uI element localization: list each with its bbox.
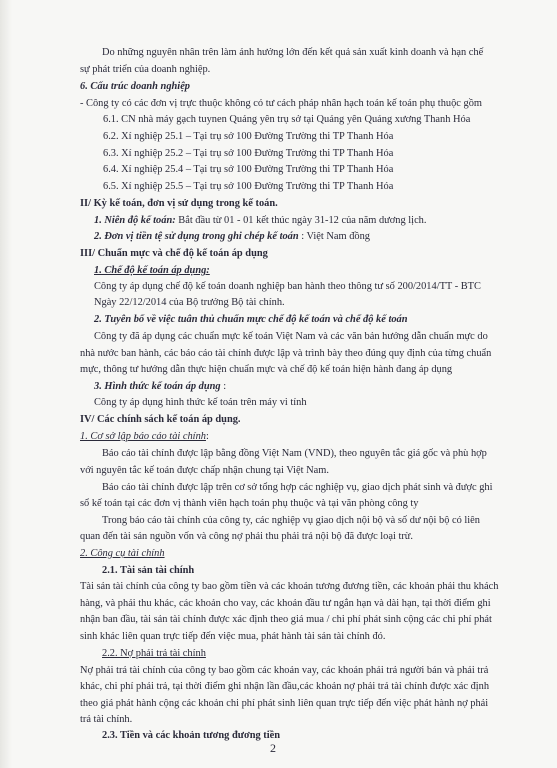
text-line: nhà nước ban hành, các báo cáo tài chính được lập và trình bày theo đúng quy định của từng chuẩn xyxy=(80,348,492,359)
text-line: Nợ phải trả tài chính của công ty bao gồm các khoản vay, các khoản phải trả người bán và phải trả xyxy=(80,665,489,676)
list-item: 6.4. Xí nghiệp 25.4 – Tại trụ sở 100 Đường Trường thi TP Thanh Hóa xyxy=(103,164,394,175)
text-line: Tài sản tài chính của công ty bao gồm tiền và các khoản tương đương tiền, các khoản phải thu khách xyxy=(80,581,499,592)
heading-text: 2.2. Nợ phải trả tài chính xyxy=(102,648,206,659)
list-item: 6.5. Xí nghiệp 25.5 – Tại trụ sở 100 Đường Trường thi TP Thanh Hóa xyxy=(103,181,394,192)
text-line: Trong báo cáo tài chính của công ty, các nghiệp vụ giao dịch nội bộ và số dư nội bộ có liên xyxy=(102,515,480,526)
label: 1. Niên độ kế toán: xyxy=(94,215,176,226)
text-line: Công ty đã áp dụng các chuẩn mực kế toán Việt Nam và các văn bản hướng dẫn chuẩn mực do xyxy=(94,331,488,342)
text-line: sinh khác liên quan trực tiếp đến việc mua, phát hành tài sản tài chính đó. xyxy=(80,631,386,642)
list-item: 6.1. CN nhà máy gạch tuynen Quảng yên trụ sở tại Quảng yên Quảng xương Thanh Hóa xyxy=(103,114,471,125)
subsection-heading: 1. Chế độ kế toán áp dụng: xyxy=(94,265,210,276)
text-line: nhận ban đầu, tài sản tài chính được xác định theo giá mua / chi phí phát sinh cộng các chi phí phát xyxy=(80,614,492,625)
text-line: mực, thông tư hướng dẫn thực hiện chuẩn mực và chế độ kế toán hiện hành đang áp dụng xyxy=(80,364,453,375)
value: : xyxy=(220,381,227,392)
subsection-heading: 2. Tuyên bố về việc tuân thủ chuẩn mực chế độ kế toán và chế độ kế toán xyxy=(94,314,408,325)
text-line: Công ty áp dụng hình thức kế toán trên máy vi tính xyxy=(94,397,307,408)
text-line: theo giá phát hành cộng các khoản chi phí phát sinh liên quan trực tiếp đến việc phát hành nợ phải xyxy=(80,698,489,709)
list-item: 6.3. Xí nghiệp 25.2 – Tại trụ sở 100 Đường Trường thi TP Thanh Hóa xyxy=(103,148,394,159)
list-item: 6.2. Xí nghiệp 25.1 – Tại trụ sở 100 Đường Trường thi TP Thanh Hóa xyxy=(103,131,394,142)
text-line xyxy=(94,230,370,243)
text-line xyxy=(94,214,426,227)
text-line: trả tài chính. xyxy=(80,714,133,725)
text-line: khác, chi phí phải trả, tại thời điểm ghi nhận lần đầu,các khoản nợ phải trả tài chính được xác định xyxy=(80,681,490,692)
section-heading: III/ Chuẩn mực và chế độ kế toán áp dụng xyxy=(80,248,268,259)
subsection-heading xyxy=(102,647,206,660)
text-line: Công ty áp dụng chế độ kế toán doanh nghiệp ban hành theo thông tư số 200/2014/TT - BTC xyxy=(94,281,481,292)
text-line: Báo cáo tài chính được lập bằng đồng Việt Nam (VND), theo nguyên tắc giá gốc và phù hợp xyxy=(102,448,487,459)
value: Bắt đầu từ 01 - 01 kết thúc ngày 31-12 của năm dương lịch. xyxy=(175,215,427,226)
label: 3. Hình thức kế toán áp dụng xyxy=(94,381,221,392)
text-line: Ngày 22/12/2014 của Bộ trưởng Bộ tài chính. xyxy=(94,297,285,308)
section-heading: IV/ Các chính sách kế toán áp dụng. xyxy=(80,414,241,425)
section-heading: II/ Kỳ kế toán, đơn vị sử dụng trong kế toán. xyxy=(80,198,278,209)
label: 2. Đơn vị tiền tệ sử dụng trong ghi chép kế toán xyxy=(94,231,299,242)
value: : Việt Nam đồng xyxy=(298,231,370,242)
text-line xyxy=(94,380,226,393)
section-heading: 6. Cấu trúc doanh nghiệp xyxy=(80,81,190,92)
page-number: 2 xyxy=(270,741,276,755)
text-line: sự phát triển của doanh nghiệp. xyxy=(80,64,211,75)
value: : xyxy=(205,431,209,442)
text-line: sổ kế toán tại các đơn vị thành viên hạch toán phụ thuộc và tại văn phòng công ty xyxy=(80,498,419,509)
text-line: - Công ty có các đơn vị trực thuộc không có tư cách pháp nhân hạch toán kế toán phụ thuộc gồm xyxy=(80,98,482,109)
subsection-heading: 2. Công cụ tài chính xyxy=(80,548,165,559)
text-line: quan đến tài sản nguồn vốn và công nợ phải thu phải trả nội bộ đã được loại trừ. xyxy=(80,531,414,542)
label: 1. Cơ sở lập báo cáo tài chính xyxy=(80,431,206,442)
text-line xyxy=(80,430,209,443)
page-left-edge xyxy=(0,0,12,768)
text-line: Báo cáo tài chính được lập trên cơ sở tổng hợp các nghiệp vụ, giao dịch phát sinh và được ghi xyxy=(102,482,493,493)
subsection-heading: 2.3. Tiền và các khoản tương đương tiền xyxy=(102,730,281,741)
text-line: với nguyên tắc kế toán được chấp nhận chung tại Việt Nam. xyxy=(80,465,329,476)
text-line: hàng, và phải thu khác, các khoản cho vay, các khoản đầu tư ngắn hạn và dài hạn, tại thời điểm ghi xyxy=(80,598,491,609)
text-line: Do những nguyên nhân trên làm ảnh hưởng lớn đến kết quả sản xuất kinh doanh và hạn chế xyxy=(102,47,484,58)
subsection-heading: 2.1. Tài sản tài chính xyxy=(102,565,195,576)
